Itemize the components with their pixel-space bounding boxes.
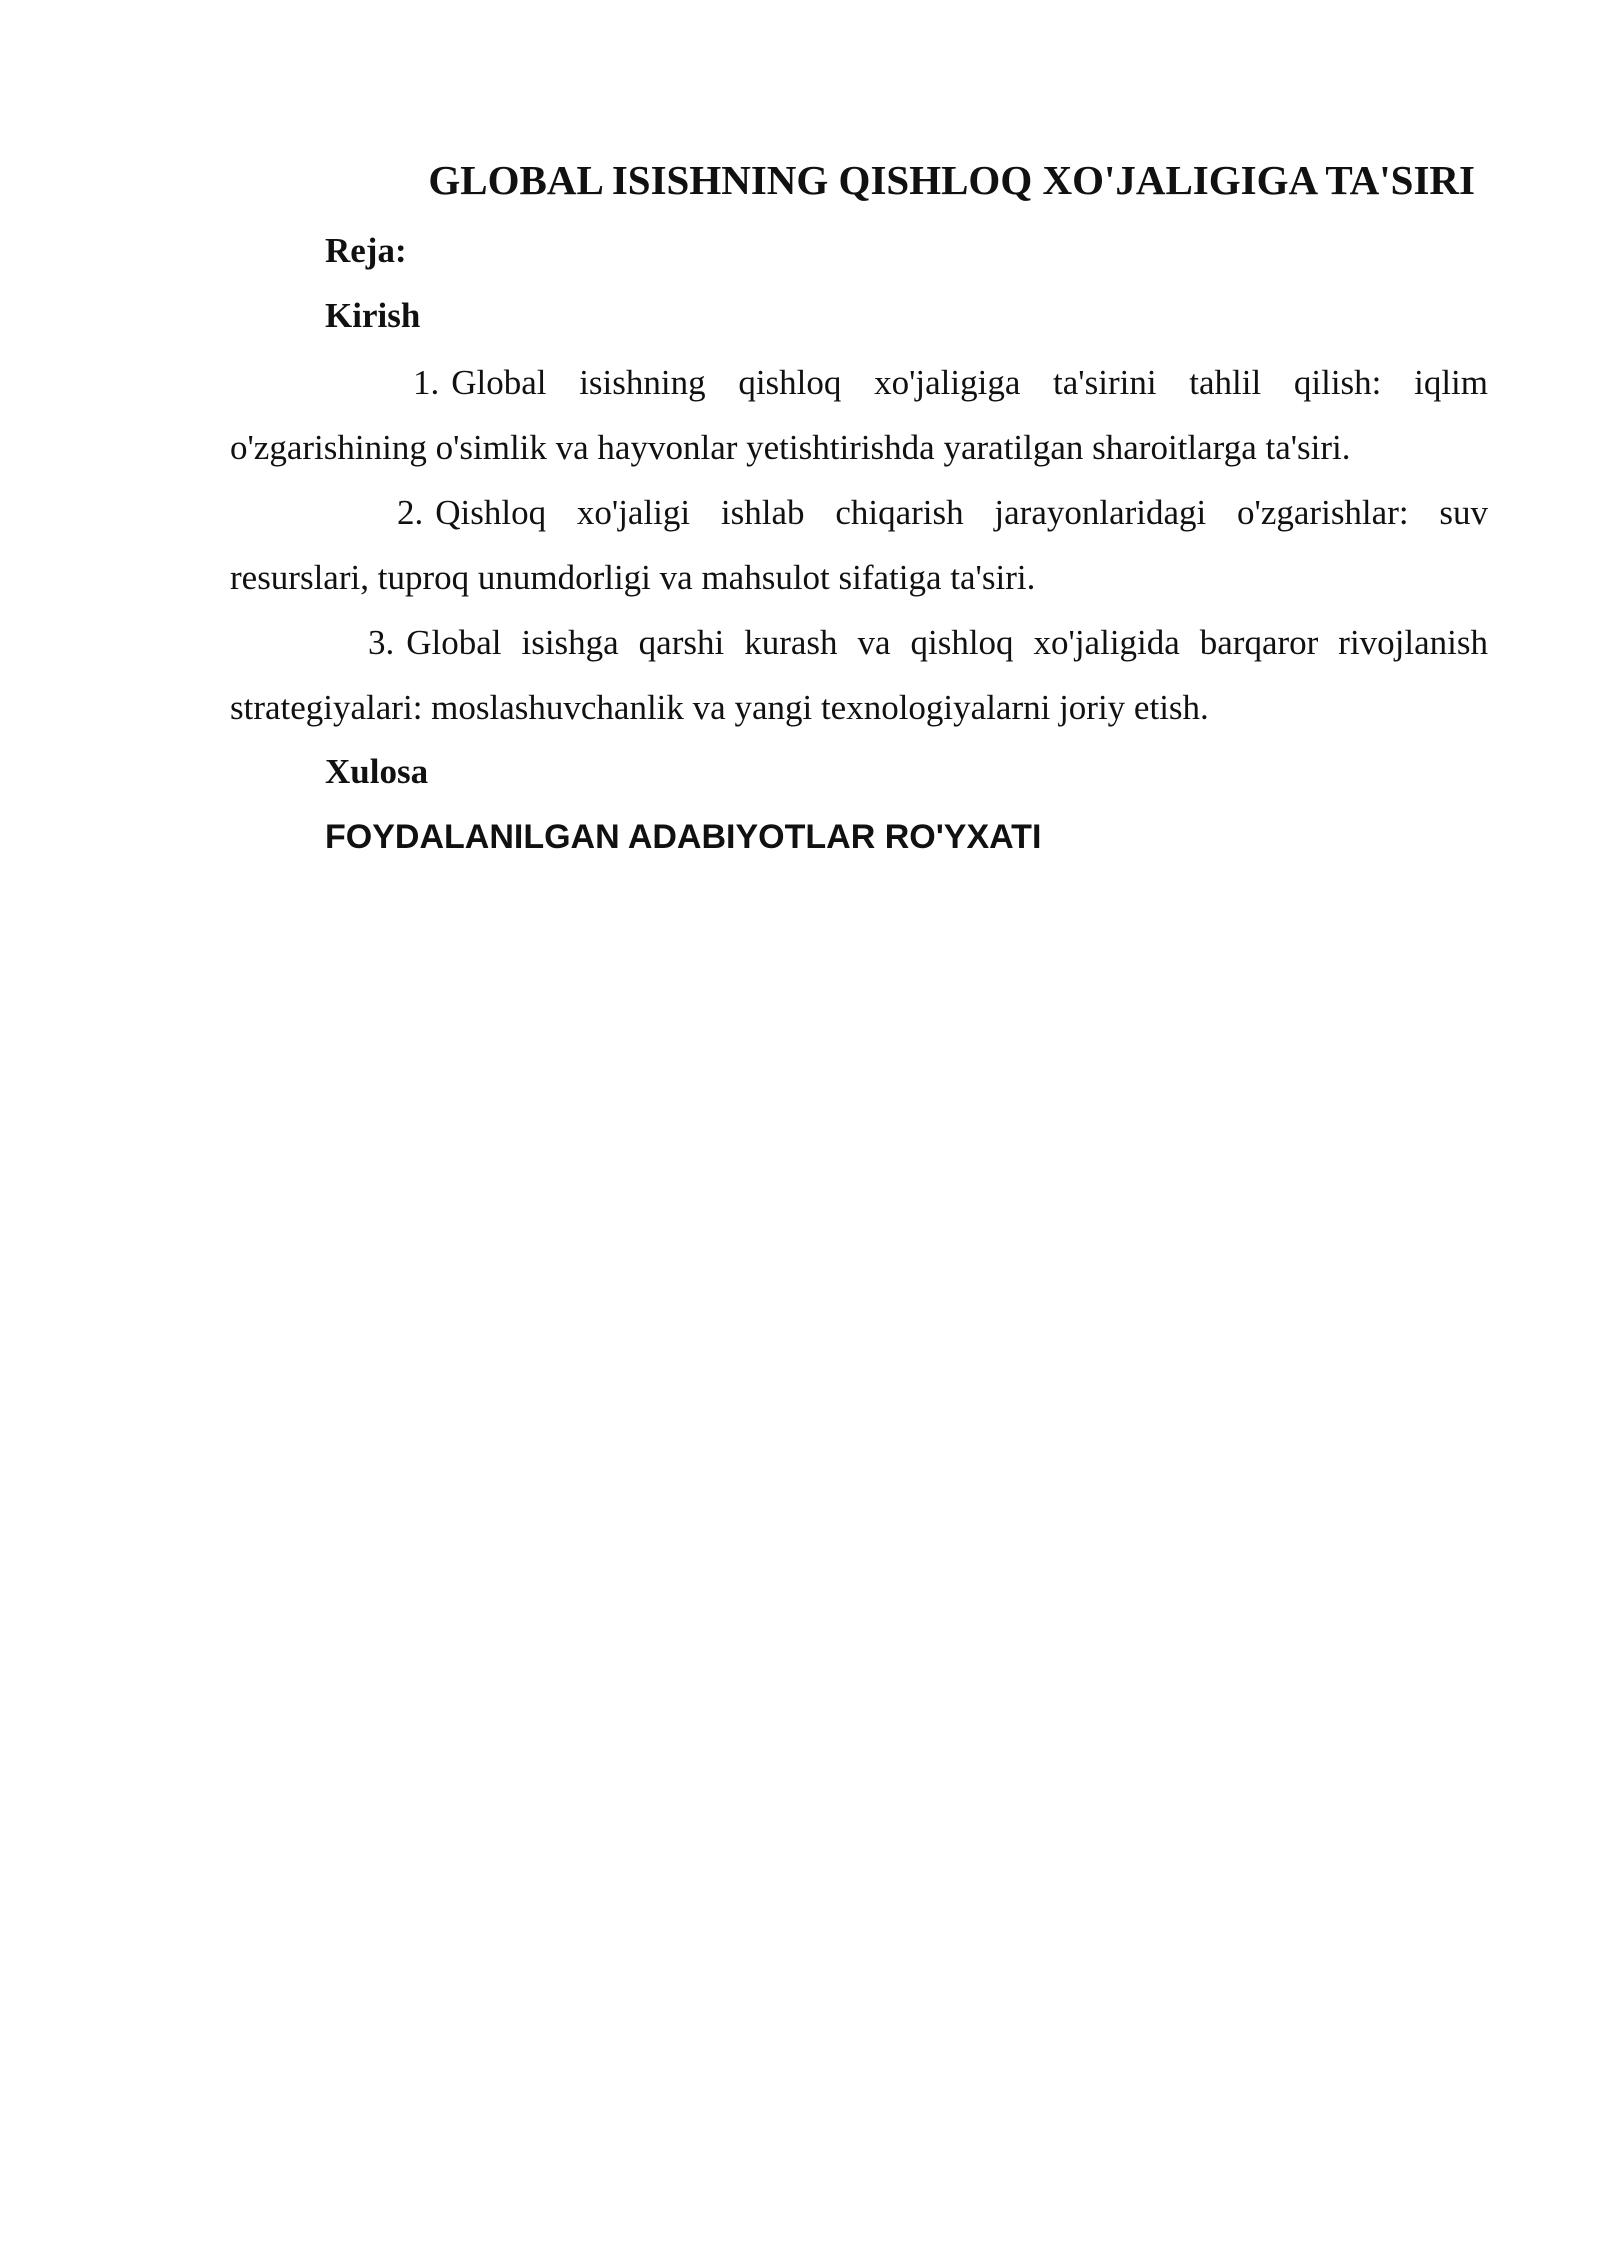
plan-item-3-number: 3. xyxy=(368,623,395,662)
plan-item-1-text: Global isishning qishloq xo'jaligiga ta'sirini tahlil qilish: iqlim o'zgarishining o'simlik va hayvonlar yetishtirishda yaratilgan sharoitlarga ta'siri. xyxy=(230,363,1488,467)
intro-heading: Kirish xyxy=(325,296,421,335)
document-title: GLOBAL ISISHNING QISHLOQ XO'JALIGIGA TA'SIRI xyxy=(428,157,1475,203)
plan-item-3 xyxy=(230,610,1488,740)
plan-item-2-text: Qishloq xo'jaligi ishlab chiqarish jarayonlaridagi o'zgarishlar: suv resurslari, tuproq unumdorligi va mahsulot sifatiga ta'siri. xyxy=(230,493,1488,597)
plan-item-2-number: 2. xyxy=(397,493,424,532)
conclusion-heading: Xulosa xyxy=(325,752,429,791)
references-heading: FOYDALANILGAN ADABIYOTLAR RO'YXATI xyxy=(325,818,1042,856)
plan-heading: Reja: xyxy=(325,231,407,270)
plan-item-1 xyxy=(230,350,1488,480)
plan-item-2 xyxy=(230,480,1488,610)
plan-item-3-text: Global isishga qarshi kurash va qishloq xo'jaligida barqaror rivojlanish strategiyalari: moslashuvchanlik va yangi texnologiyalarni joriy etish. xyxy=(230,623,1488,727)
plan-item-1-number: 1. xyxy=(413,363,440,402)
